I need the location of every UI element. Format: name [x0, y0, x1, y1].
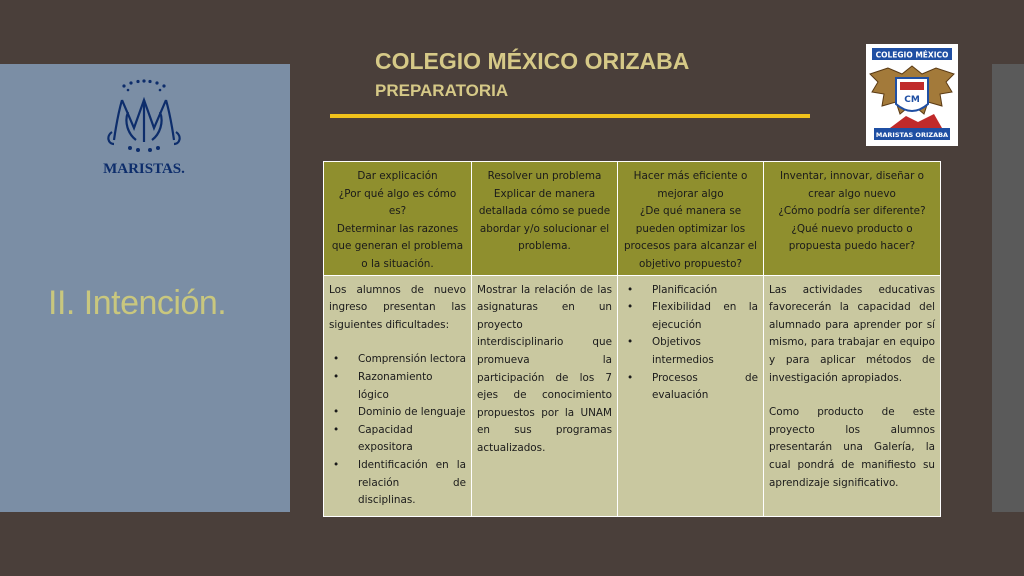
slide-title: II. Intención.	[48, 284, 227, 322]
header-inventar: Inventar, innovar, diseñar o crear algo nuevo ¿Cómo podría ser diferente? ¿Qué nuevo producto o propuesta puedo hacer?	[764, 162, 941, 276]
list-item: • Capacidad expositora	[329, 422, 466, 457]
crest-top-text: COLEGIO MÉXICO	[875, 50, 949, 60]
procesos-list	[623, 282, 758, 405]
dificultades-list	[329, 351, 466, 509]
school-crest	[866, 44, 958, 146]
list-item: • Razonamiento lógico	[329, 369, 466, 404]
maristas-wordmark: MARISTAS.	[103, 161, 185, 177]
header-resolver: Resolver un problema Explicar de manera detallada cómo se puede abordar y/o solucionar el problema.	[472, 162, 618, 276]
table-row	[324, 275, 941, 516]
crest-initials: CM	[904, 95, 920, 105]
cell-procesos	[618, 275, 764, 516]
list-item: • Objetivos intermedios	[623, 334, 758, 369]
producto-paragraph-2: Como producto de este proyecto los alumnos presentarán una Galería, la cual pondrá de manifiesto su aprendizaje significativo.	[769, 406, 935, 489]
gold-divider	[330, 114, 810, 118]
cell-producto	[764, 275, 941, 516]
list-item: • Procesos de evaluación	[623, 370, 758, 405]
cell-relacion: Mostrar la relación de las asignaturas en un proyecto interdisciplinario que promueva la participación de los 7 ejes de conocimiento propuestos por la UNAM en sus programas actualizados.	[472, 275, 618, 516]
school-level: PREPARATORIA	[375, 81, 509, 100]
list-item: • Flexibilidad en la ejecución	[623, 299, 758, 334]
list-item: • Identificación en la relación de disciplinas.	[329, 457, 466, 510]
right-strip	[992, 64, 1024, 512]
cell-dificultades	[324, 275, 472, 516]
producto-paragraph-1: Las actividades educativas favorecerán la capacidad del alumnado para aprender por sí mismo, para trabajar en equipo y para aplicar métodos de investigación apropiados.	[769, 283, 935, 384]
crest-bottom-text: MARISTAS ORIZABA	[875, 131, 949, 139]
list-item: • Planificación	[623, 282, 758, 300]
list-item: • Dominio de lenguaje	[329, 404, 466, 422]
header-eficiente: Hacer más eficiente o mejorar algo ¿De qué manera se pueden optimizar los procesos para alcanzar el objetivo propuesto?	[618, 162, 764, 276]
dificultades-intro: Los alumnos de nuevo ingreso presentan las siguientes dificultades:	[329, 283, 466, 331]
table-header-row	[324, 162, 941, 276]
intention-table	[323, 161, 941, 517]
header-explicacion: Dar explicación ¿Por qué algo es cómo es? Determinar las razones que generan el problema o la situación.	[324, 162, 472, 276]
maristas-logo	[98, 78, 190, 180]
list-item: • Comprensión lectora	[329, 351, 466, 369]
school-name: COLEGIO MÉXICO ORIZABA	[375, 48, 690, 74]
